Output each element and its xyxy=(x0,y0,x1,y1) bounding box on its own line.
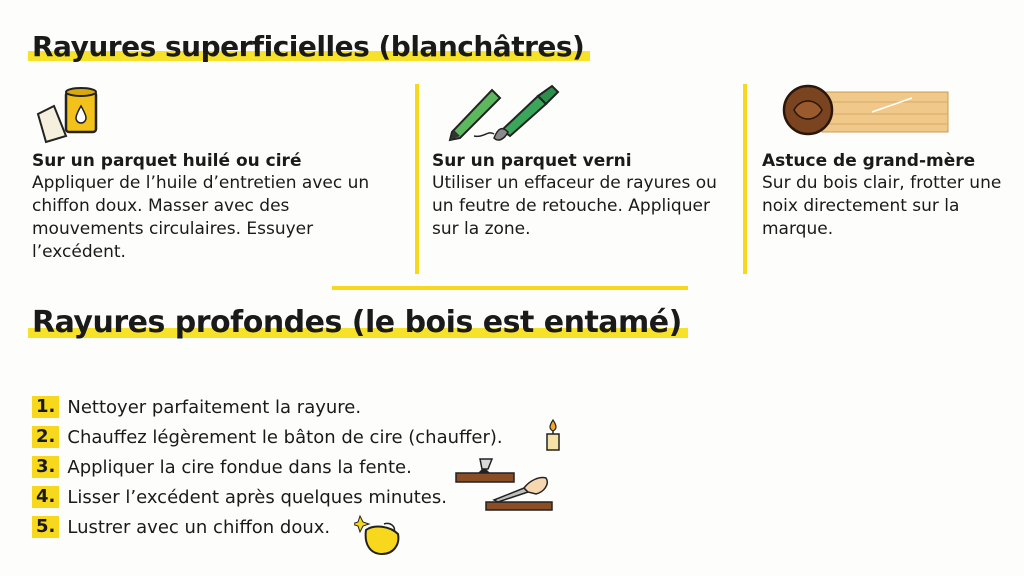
step-text: Appliquer la cire fondue dans la fente. xyxy=(67,456,412,478)
step-text: Lisser l’excédent après quelques minutes. xyxy=(67,486,447,508)
column-divider xyxy=(415,84,419,274)
section2-heading xyxy=(32,305,682,340)
step-number: 3. xyxy=(32,456,59,478)
section1-title: Rayures superficielles (blanchâtres) xyxy=(32,30,585,63)
column-oiled-parquet xyxy=(32,150,372,264)
candle-icon xyxy=(540,418,566,452)
list-item xyxy=(32,392,503,422)
oil-can-cloth-icon xyxy=(32,84,112,146)
list-item xyxy=(32,452,503,482)
step-number: 4. xyxy=(32,486,59,508)
column-body: Appliquer de l’huile d’entretien avec un chiffon doux. Masser avec des mouvements circulaires. Essuyer l’excédent. xyxy=(32,173,370,262)
list-item xyxy=(32,512,503,542)
column-title: Sur un parquet verni xyxy=(432,151,632,171)
step-number: 1. xyxy=(32,396,59,418)
step-text: Lustrer avec un chiffon doux. xyxy=(67,516,331,538)
column-body: Utiliser un effaceur de rayures ou un feutre de retouche. Appliquer sur la zone. xyxy=(432,173,717,239)
section2-title: Rayures profondes (le bois est entamé) xyxy=(32,305,682,340)
steps-list xyxy=(32,392,503,542)
column-grandma-tip xyxy=(762,150,1002,241)
step-number: 2. xyxy=(32,426,59,448)
list-item xyxy=(32,482,503,512)
step-number: 5. xyxy=(32,516,59,538)
polish-cloth-icon xyxy=(354,512,404,558)
walnut-wood-icon xyxy=(782,84,952,136)
list-item xyxy=(32,422,503,452)
column-varnished-parquet xyxy=(432,150,732,241)
column-body: Sur du bois clair, frotter une noix directement sur la marque. xyxy=(762,173,1002,239)
spatula-smooth-icon xyxy=(484,466,556,514)
section1-heading xyxy=(32,30,584,63)
section-divider xyxy=(332,286,688,290)
column-title: Astuce de grand-mère xyxy=(762,151,976,171)
column-title: Sur un parquet huilé ou ciré xyxy=(32,151,302,171)
pencil-brush-icon xyxy=(444,82,574,142)
step-text: Nettoyer parfaitement la rayure. xyxy=(67,396,362,418)
step-text: Chauffez légèrement le bâton de cire (chauffer). xyxy=(67,426,503,448)
column-divider xyxy=(743,84,747,274)
